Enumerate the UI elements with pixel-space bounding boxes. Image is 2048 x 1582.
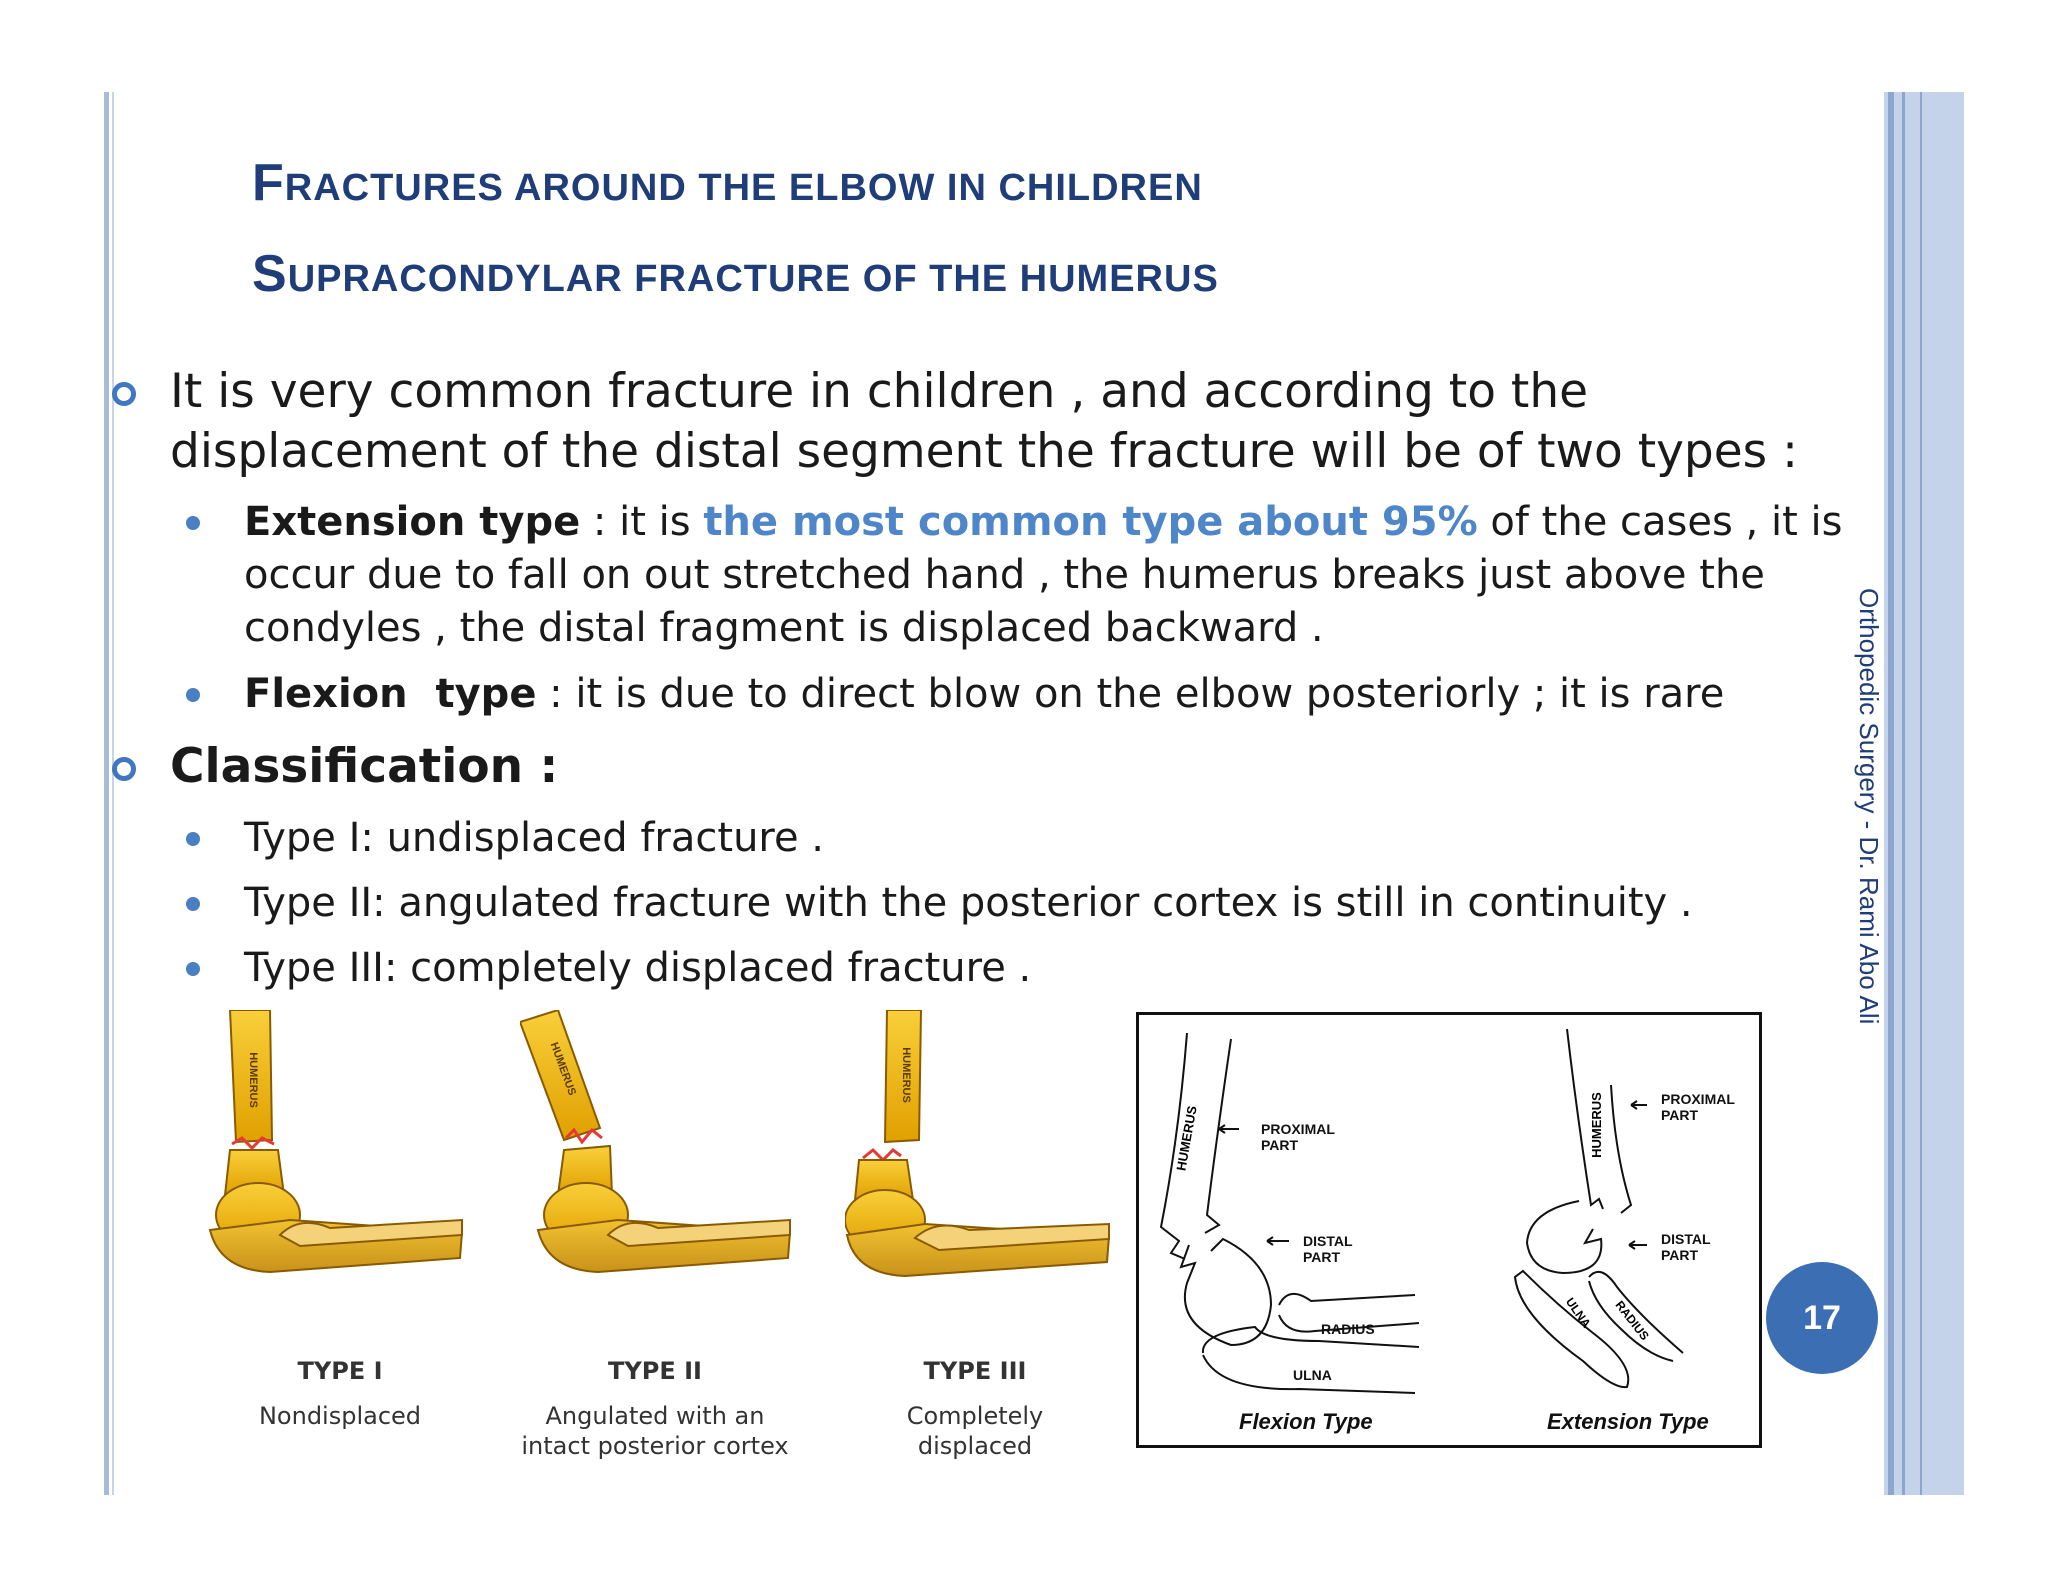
dot-bullet-icon [186,897,200,911]
right-frame-band [1884,92,1964,1495]
figure-caption-type-2: TYPE II Angulated with an intact posterior cortex [521,1357,789,1460]
dot-bullet-icon [186,832,200,846]
flexion-extension-diagram [1136,1012,1762,1448]
dot-bullet-icon [186,962,200,976]
flexion-line: Flexion type : it is due to direct blow on the elbow posteriorly ; it is rare [244,671,1725,717]
extension-proximal-label: PROXIMAL PART [1661,1091,1735,1123]
svg-text:HUMERUS: HUMERUS [900,1047,912,1103]
extension-type-caption: Extension Type [1547,1409,1709,1434]
classification-item-text: Type II: angulated fracture with the posterior cortex is still in continuity . [244,880,1693,926]
extension-ulna-label: ULNA [1562,1295,1594,1331]
page-number-badge: 17 [1766,1262,1878,1374]
dot-bullet-icon [186,688,200,702]
intro-line-1: It is very common fracture in children , and according to the [170,364,1589,419]
svg-text:HUMERUS: HUMERUS [547,1040,578,1098]
extension-line-3: condyles , the distal fragment is displaced backward . [244,605,1324,651]
slide-title [252,140,1219,322]
svg-text:HUMERUS: HUMERUS [247,1052,259,1108]
classification-heading: Classification : [170,739,559,794]
extension-line-2: occur due to fall on out stretched hand , the humerus breaks just above the [244,552,1765,598]
flexion-radius-label: RADIUS [1321,1321,1375,1337]
extension-humerus-label: HUMERUS [1589,1092,1604,1158]
title-line-1: FRACTURES AROUND THE ELBOW IN CHILDREN [252,154,1203,212]
flexion-distal-label: DISTAL PART [1303,1233,1353,1265]
title-line-2: SUPRACONDYLAR FRACTURE OF THE HUMERUS [252,245,1219,303]
flexion-proximal-label: PROXIMAL PART [1261,1121,1335,1153]
figure-caption-type-3: TYPE III Completely displaced [906,1357,1044,1460]
intro-line-2: displacement of the distal segment the fracture will be of two types : [170,424,1798,479]
left-frame-rule [104,92,109,1495]
classification-item-text: Type I: undisplaced fracture . [244,815,825,861]
ring-bullet-icon [112,382,136,406]
diagram-drawing [1139,1015,1759,1445]
flexion-humerus-label: HUMERUS [1173,1104,1200,1172]
classification-item-text: Type III: completely displaced fracture . [244,945,1032,991]
extension-line-1: Extension type : it is the most common type about 95% of the cases , it is [244,499,1843,545]
dot-bullet-icon [186,516,200,530]
figure-caption-type-1: TYPE I Nondisplaced [258,1357,422,1430]
extension-distal-label: DISTAL PART [1661,1231,1711,1263]
extension-radius-label: RADIUS [1612,1298,1652,1343]
flexion-type-caption: Flexion Type [1239,1409,1373,1434]
author-side-label: Orthopedic Surgery - Dr. Rami Abo Ali [1854,588,1884,1025]
left-frame-rule-inner [112,92,114,1495]
ring-bullet-icon [112,757,136,781]
flexion-ulna-label: ULNA [1293,1367,1332,1383]
